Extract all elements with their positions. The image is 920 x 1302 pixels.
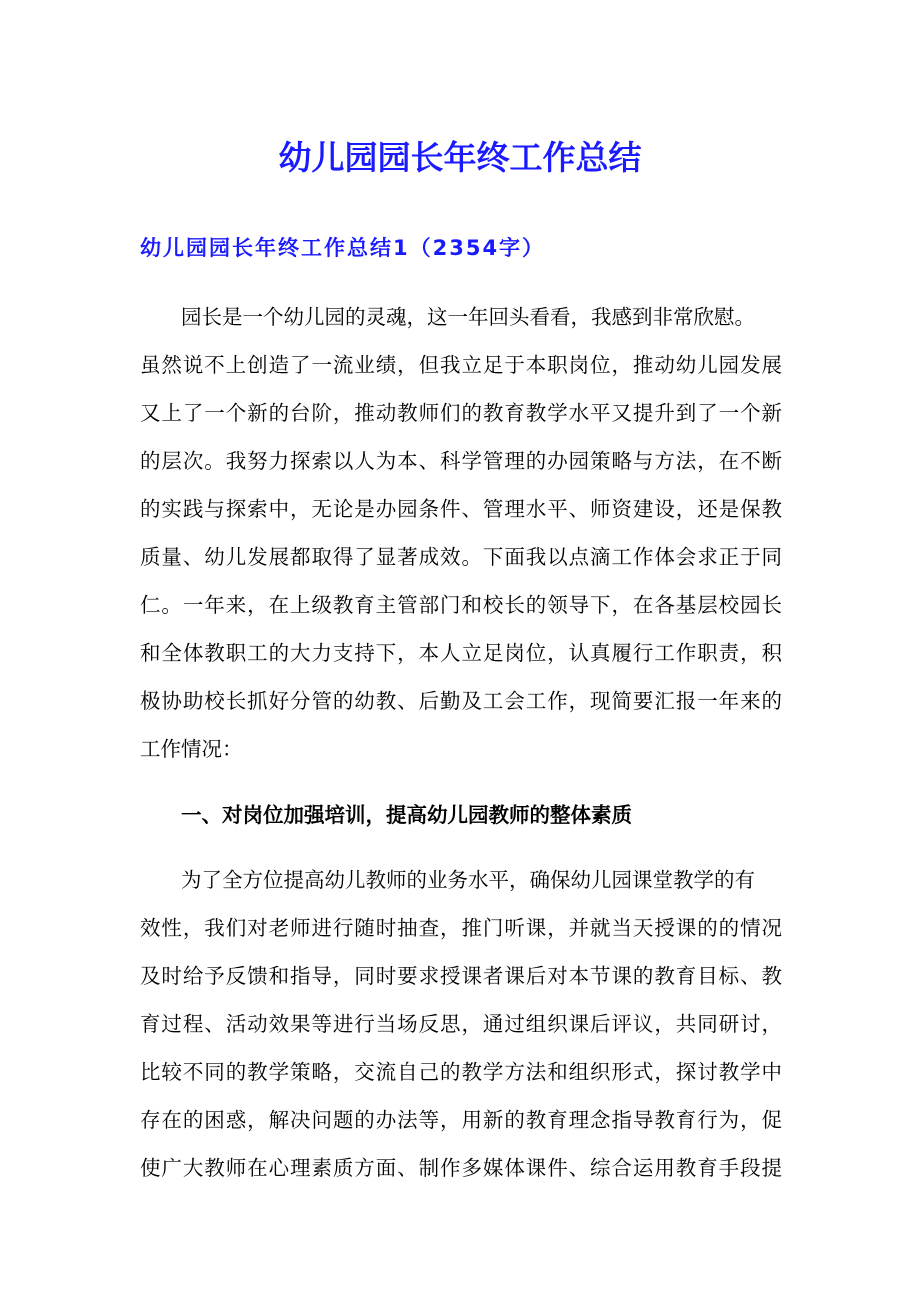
paragraph-line: 质量、幼儿发展都取得了显著成效。下面我以点滴工作体会求正于同 [140,545,782,569]
document-title: 幼儿园园长年终工作总结 [278,138,642,177]
section-subtitle: 幼儿园园长年终工作总结1（2354字） [140,236,546,260]
paragraph-line: 比较不同的教学策略，交流自己的教学方法和组织形式，探讨教学中 [140,1060,782,1084]
paragraph-training [140,856,782,1192]
paragraph-line: 仁。一年来，在上级教育主管部门和校长的领导下，在各基层校园长 [140,593,782,617]
paragraph-line: 的实践与探索中，无论是办园条件、管理水平、师资建设，还是保教 [140,497,782,521]
paragraph-line: 又上了一个新的台阶，推动教师们的教育教学水平又提升到了一个新 [140,401,782,425]
paragraph-line: 存在的困惑，解决问题的办法等，用新的教育理念指导教育行为，促 [140,1108,782,1132]
paragraph-line: 极协助校长抓好分管的幼教、后勤及工会工作，现简要汇报一年来的 [140,689,782,713]
paragraph-line: 园长是一个幼儿园的灵魂，这一年回头看看，我感到非常欣慰。 [181,305,755,329]
paragraph-line: 为了全方位提高幼儿教师的业务水平，确保幼儿园课堂教学的有 [181,868,755,892]
paragraph-line: 的层次。我努力探索以人为本、科学管理的办园策略与方法，在不断 [140,449,782,473]
paragraph-line: 和全体教职工的大力支持下，本人立足岗位，认真履行工作职责，积 [140,641,782,665]
paragraph-line: 虽然说不上创造了一流业绩，但我立足于本职岗位，推动幼儿园发展 [140,353,782,377]
paragraph-line: 及时给予反馈和指导，同时要求授课者课后对本节课的教育目标、教 [140,964,782,988]
paragraph-line: 效性，我们对老师进行随时抽查，推门听课，并就当天授课的的情况 [140,916,782,940]
section-heading-1: 一、对岗位加强培训，提高幼儿园教师的整体素质 [181,803,632,827]
paragraph-line: 使广大教师在心理素质方面、制作多媒体课件、综合运用教育手段提 [140,1156,782,1180]
paragraph-line: 育过程、活动效果等进行当场反思，通过组织课后评议，共同研讨， [140,1012,782,1036]
paragraph-intro [140,293,782,773]
paragraph-line: 工作情况： [140,737,243,761]
